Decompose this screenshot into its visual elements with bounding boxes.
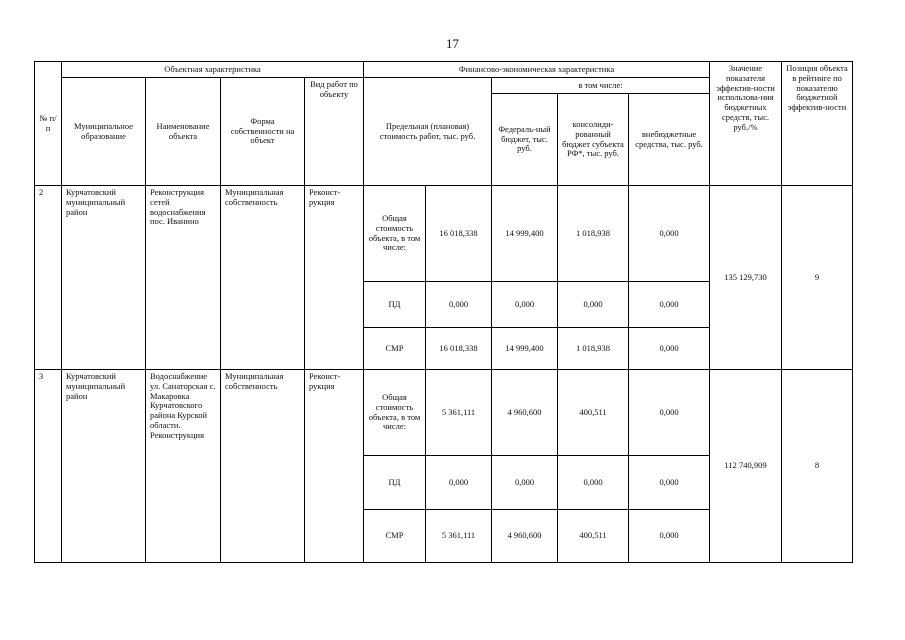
header-object-group: Объектная характеристика [62, 62, 364, 78]
line-federal: 0,000 [492, 456, 558, 510]
line-extra: 0,000 [629, 328, 710, 370]
line-consolidated: 400,511 [558, 370, 629, 456]
line-extra: 0,000 [629, 456, 710, 510]
row-efficiency: 112 740,909 [710, 370, 782, 563]
table-row [35, 370, 853, 456]
header-consolidated: консолиди-рованный бюджет субъекта РФ*, тыс. руб. [558, 94, 629, 186]
line-label: СМР [364, 510, 426, 563]
line-federal: 14 999,400 [492, 328, 558, 370]
line-extra: 0,000 [629, 282, 710, 328]
line-consolidated: 0,000 [558, 456, 629, 510]
header-ownership: Форма собственности на объект [221, 78, 305, 186]
page-number: 17 [446, 36, 459, 51]
row-rating: 8 [782, 370, 853, 563]
object-table [34, 61, 853, 563]
line-total: 5 361,111 [426, 510, 492, 563]
row-ownership: Муниципальная собственность [221, 370, 305, 563]
header-efficiency: Значение показателя эффектив-ности использова-ния бюджетных средств, тыс. руб./% [710, 62, 782, 186]
line-extra: 0,000 [629, 186, 710, 282]
row-efficiency: 135 129,730 [710, 186, 782, 370]
row-num: 2 [35, 186, 62, 370]
header-object-name: Наименование объекта [146, 78, 221, 186]
row-municipality: Курчатовский муниципальный район [62, 186, 146, 370]
header-extrabudget: внебюджетные средства, тыс. руб. [629, 94, 710, 186]
row-rating: 9 [782, 186, 853, 370]
line-label: Общая стоимость объекта, в том числе: [364, 186, 426, 282]
header-including: в том числе: [492, 78, 710, 94]
line-consolidated: 0,000 [558, 282, 629, 328]
line-label: СМР [364, 328, 426, 370]
line-extra: 0,000 [629, 370, 710, 456]
line-consolidated: 1 018,938 [558, 328, 629, 370]
row-work-type: Реконст-рукция [305, 370, 364, 563]
row-ownership: Муниципальная собственность [221, 186, 305, 370]
line-federal: 4 960,600 [492, 510, 558, 563]
header-num: № п/п [35, 62, 62, 186]
row-object-name: Реконструкция сетей водоснабжения пос. Иванино [146, 186, 221, 370]
line-total: 16 018,338 [426, 328, 492, 370]
line-consolidated: 400,511 [558, 510, 629, 563]
header-municipality: Муниципальное образование [62, 78, 146, 186]
row-work-type: Реконст-рукция [305, 186, 364, 370]
line-consolidated: 1 018,938 [558, 186, 629, 282]
line-total: 5 361,111 [426, 370, 492, 456]
line-extra: 0,000 [629, 510, 710, 563]
line-total: 0,000 [426, 456, 492, 510]
row-municipality: Курчатовский муниципальный район [62, 370, 146, 563]
line-label: ПД [364, 456, 426, 510]
row-object-name: Водоснабжение ул. Санаторская с. Макаровка Курчатовского района Курской области. Реконструкция [146, 370, 221, 563]
row-num: 3 [35, 370, 62, 563]
header-federal: Федераль-ный бюджет, тыс. руб. [492, 94, 558, 186]
line-total: 0,000 [426, 282, 492, 328]
header-limit-cost: Предельная (плановая) стоимость работ, тыс. руб. [364, 78, 492, 186]
header-work-type: Вид работ по объекту [305, 78, 364, 186]
line-label: Общая стоимость объекта, в том числе: [364, 370, 426, 456]
header-finance-group: Финансово-экономическая характеристика [364, 62, 710, 78]
line-federal: 14 999,400 [492, 186, 558, 282]
header-rating: Позиция объекта в рейтинге по показателю бюджетной эффектив-ности [782, 62, 853, 186]
line-label: ПД [364, 282, 426, 328]
line-federal: 0,000 [492, 282, 558, 328]
line-federal: 4 960,600 [492, 370, 558, 456]
table-row [35, 186, 853, 282]
line-total: 16 018,338 [426, 186, 492, 282]
